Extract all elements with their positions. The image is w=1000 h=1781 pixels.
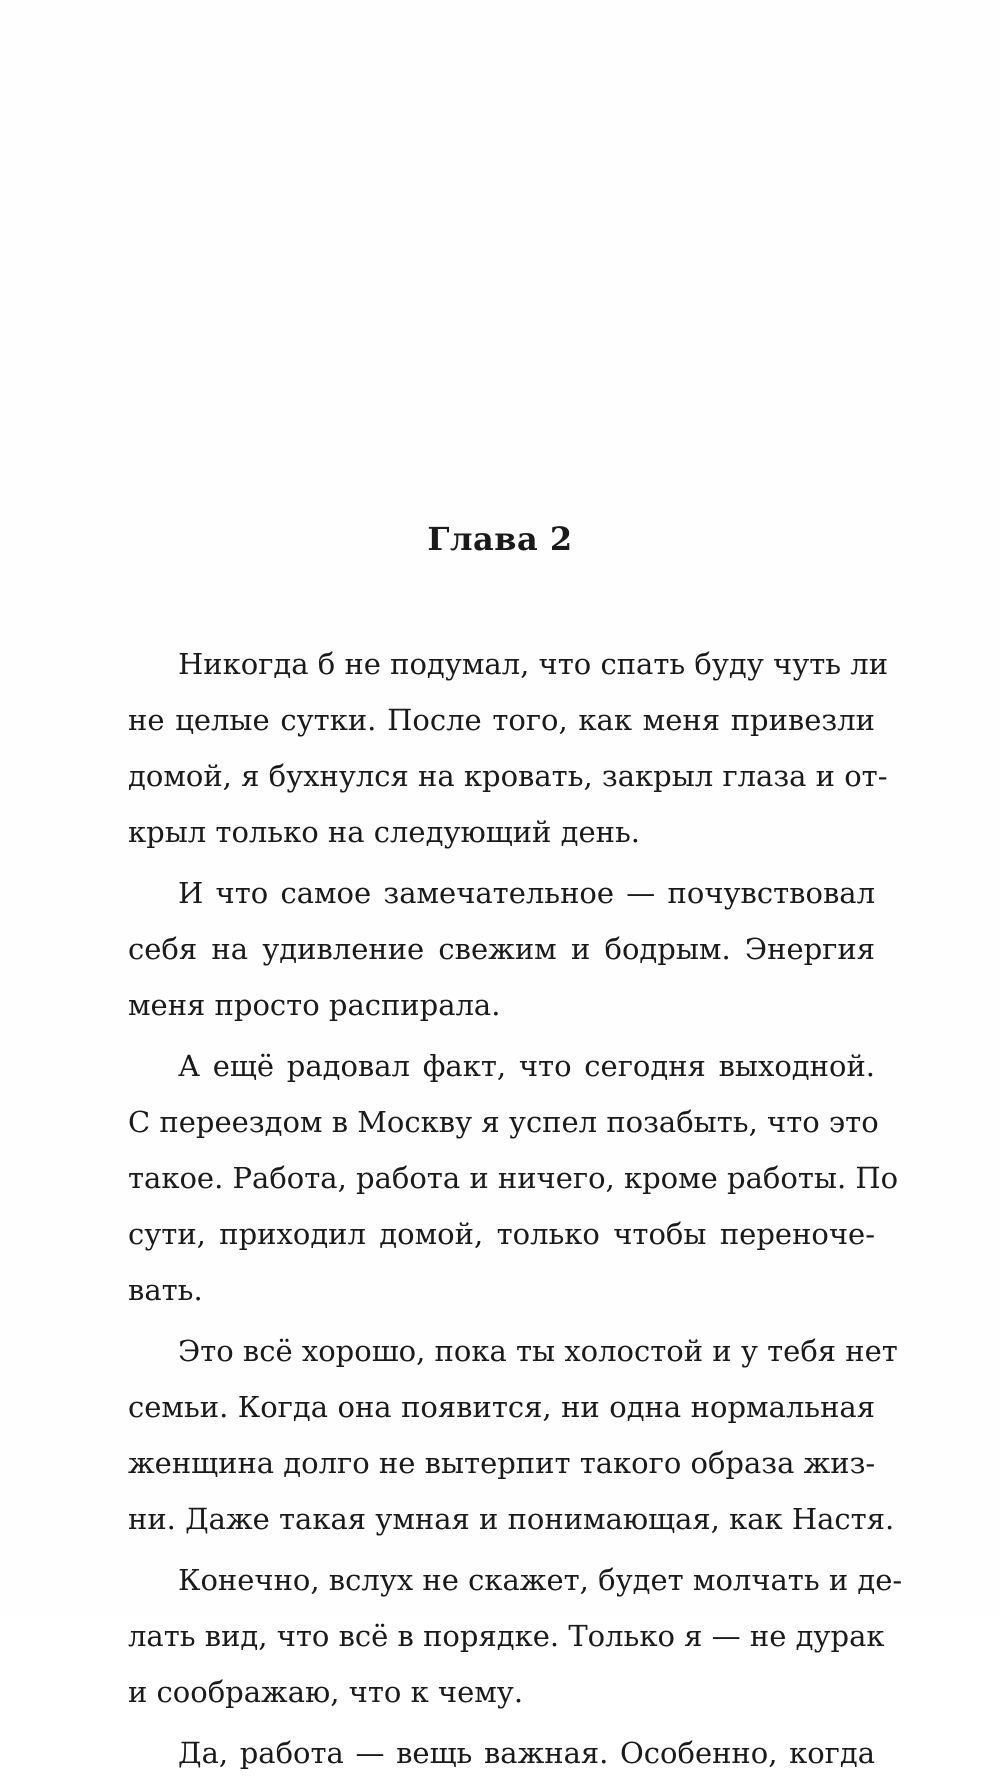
text-line: вать. <box>128 1273 203 1307</box>
text-line: лать вид, что всё в порядке. Только я — не дурак <box>128 1619 885 1653</box>
text-line: такое. Работа, работа и ничего, кроме работы. По <box>128 1161 899 1195</box>
chapter-title: Глава 2 <box>427 520 573 558</box>
text-line: домой, я бухнулся на кровать, закрыл глаза и от- <box>128 759 888 793</box>
text-line: семьи. Когда она появится, ни одна нормальная <box>128 1390 875 1424</box>
text-line: не целые сутки. После того, как меня привезли <box>128 703 875 737</box>
text-line: Это всё хорошо, пока ты холостой и у тебя нет <box>178 1334 898 1368</box>
text-line: С переездом в Москву я успел позабыть, что это <box>128 1105 879 1139</box>
text-line: Да, работа — вещь важная. Особенно, когда <box>178 1736 875 1770</box>
text-line: И что самое замечательное — почувствовал <box>178 876 875 910</box>
text-line: сути, приходил домой, только чтобы переноче- <box>128 1217 875 1251</box>
text-line: меня просто распирала. <box>128 988 501 1022</box>
text-line: и соображаю, что к чему. <box>128 1675 524 1709</box>
text-line: крыл только на следующий день. <box>128 815 640 849</box>
text-line: Никогда б не подумал, что спать буду чуть ли <box>178 647 889 681</box>
text-line: Конечно, вслух не скажет, будет молчать и де- <box>178 1563 903 1597</box>
text-line: А ещё радовал факт, что сегодня выходной. <box>178 1049 875 1083</box>
chapter-body <box>128 636 903 1781</box>
text-line: женщина долго не вытерпит такого образа жиз- <box>128 1446 876 1480</box>
text-line: ни. Даже такая умная и понимающая, как Настя. <box>128 1502 895 1536</box>
text-line: себя на удивление свежим и бодрым. Энергия <box>128 932 875 966</box>
